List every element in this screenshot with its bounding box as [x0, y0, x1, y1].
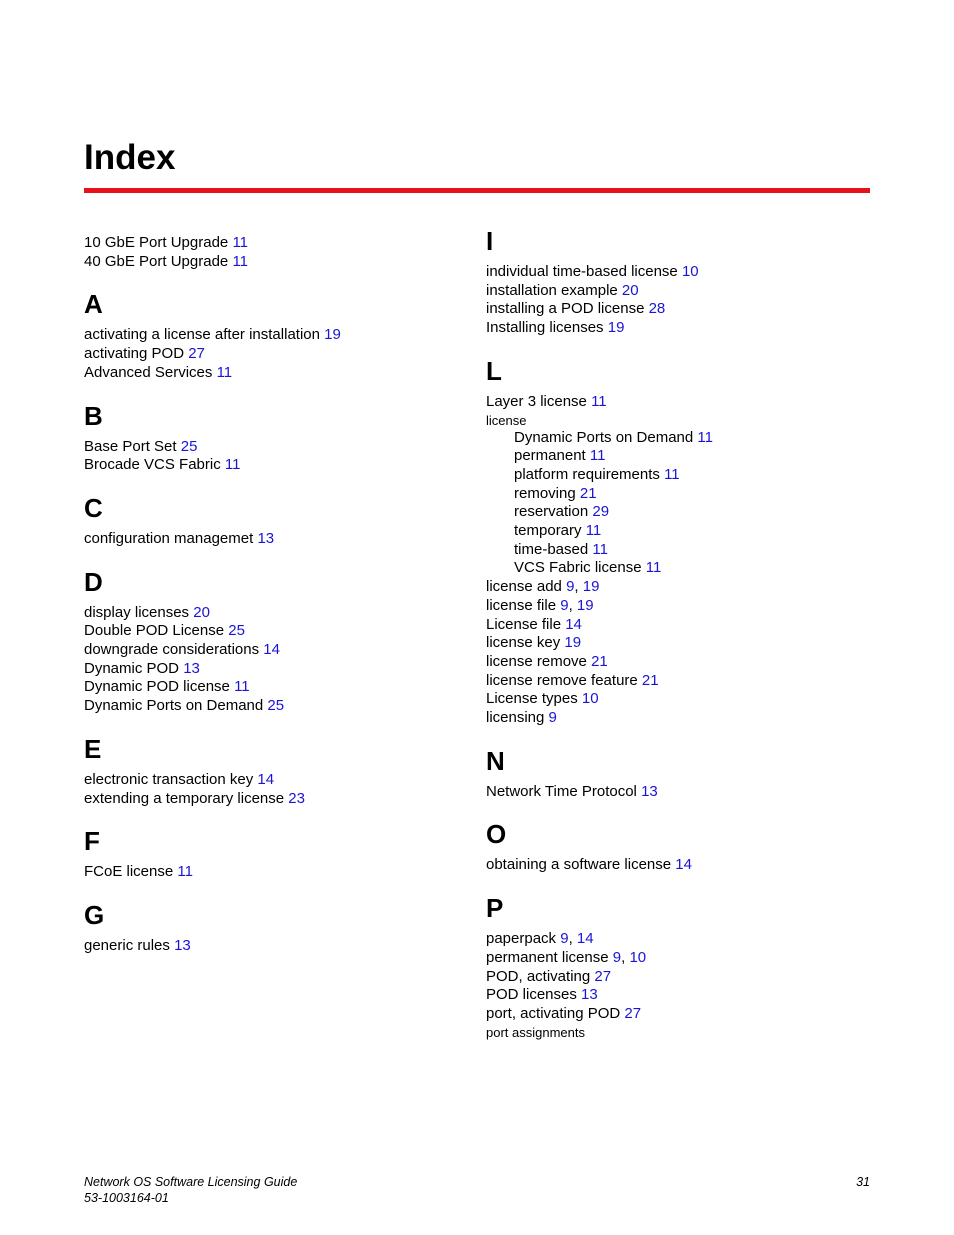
index-entry: license add 9, 19 — [486, 578, 600, 596]
index-entry — [486, 1005, 866, 1024]
index-entry-term: permanent — [514, 447, 586, 465]
index-letter-heading: L — [486, 355, 502, 386]
page-link[interactable]: 13 — [183, 659, 200, 677]
page-link[interactable]: 11 — [591, 392, 607, 410]
index-column-right — [486, 226, 866, 1041]
index-entry-term: Network Time Protocol — [486, 782, 637, 800]
index-entry-list — [84, 863, 464, 882]
index-entry — [486, 968, 866, 987]
index-section — [486, 226, 866, 338]
page-link[interactable]: 25 — [228, 622, 245, 640]
index-entry-term: configuration managemet — [84, 529, 254, 547]
index-entry-term: license file — [486, 596, 557, 614]
index-entry — [486, 616, 866, 635]
index-entry — [84, 641, 464, 660]
section-gap — [486, 801, 866, 819]
index-entry-term: permanent license — [486, 948, 609, 966]
page-link[interactable]: 11 — [234, 678, 250, 696]
page-title: Index — [84, 138, 176, 177]
section-gap — [84, 383, 464, 401]
index-entry — [84, 604, 464, 623]
page-link[interactable]: 11 — [177, 863, 193, 881]
page-link[interactable]: 9 — [566, 578, 575, 596]
section-gap — [84, 475, 464, 493]
index-entry-list — [84, 604, 464, 716]
index-letter-heading: B — [84, 400, 103, 431]
index-entry — [486, 856, 866, 875]
page-link[interactable]: 9 — [560, 930, 569, 948]
section-gap — [84, 549, 464, 567]
index-entry — [486, 653, 866, 672]
page-link[interactable]: 21 — [591, 652, 608, 670]
index-letter-heading: O — [486, 819, 507, 850]
section-gap — [84, 808, 464, 826]
section-gap — [486, 875, 866, 893]
index-entry — [486, 541, 866, 560]
page-link[interactable]: 11 — [232, 252, 249, 270]
page-link[interactable]: 13 — [641, 782, 658, 800]
index-entry-term: removing — [514, 484, 576, 502]
index-entry-list — [84, 326, 464, 382]
index-entry — [486, 466, 866, 485]
index-entry-term: Layer 3 license — [486, 392, 587, 410]
index-entry — [84, 678, 464, 697]
index-section — [486, 728, 866, 802]
index-entry — [84, 326, 464, 345]
page-link[interactable]: 9 — [548, 709, 557, 727]
index-entry-term: temporary — [514, 522, 582, 540]
index-entry-term: license remove feature — [486, 671, 638, 689]
index-entry-term: Dynamic POD license — [84, 678, 230, 696]
index-section — [486, 875, 866, 1041]
index-entry-term: license remove — [486, 652, 587, 670]
index-entry: license file 9, 19 — [486, 596, 594, 614]
section-gap — [84, 882, 464, 900]
page-link[interactable]: 14 — [576, 930, 594, 948]
section-gap — [486, 728, 866, 746]
index-entry-term: license add — [486, 578, 562, 596]
index-entry — [84, 345, 464, 364]
index-entry — [84, 790, 464, 809]
heading-gap — [84, 597, 464, 604]
index-entry — [486, 559, 866, 578]
index-section — [84, 271, 464, 382]
index-entry — [84, 660, 464, 679]
index-letter-heading: A — [84, 289, 103, 320]
page-link[interactable]: 11 — [697, 428, 713, 446]
heading-gap — [486, 923, 866, 930]
index-entry-term: POD licenses — [486, 986, 577, 1004]
index-entry-term: downgrade considerations — [84, 641, 260, 659]
index-entry-term: installation example — [486, 281, 618, 299]
index-entry — [486, 690, 866, 709]
index-entry-list — [84, 771, 464, 808]
title-rule — [84, 188, 870, 193]
index-entry-term: display licenses — [84, 603, 190, 621]
index-entry-list — [486, 930, 866, 1041]
page-link[interactable]: 14 — [565, 615, 582, 633]
index-entry-term: license — [486, 412, 527, 428]
index-entry — [84, 456, 464, 475]
index-entry — [486, 783, 866, 802]
index-entry — [486, 709, 866, 728]
index-entry-list — [486, 856, 866, 875]
index-entry — [486, 634, 866, 653]
page-footer — [84, 1175, 870, 1206]
index-entry — [84, 937, 464, 956]
index-entry-term: 40 GbE Port Upgrade — [84, 252, 229, 270]
index-entry — [84, 863, 464, 882]
index-entry-term: Installing licenses — [486, 319, 604, 337]
index-section — [84, 549, 464, 716]
page-link[interactable]: 20 — [193, 603, 210, 621]
page-link[interactable]: 19 — [576, 596, 594, 614]
page-link[interactable]: 27 — [624, 1004, 642, 1022]
index-letter-heading: G — [84, 899, 105, 930]
index-letter-heading: E — [84, 733, 102, 764]
heading-gap — [486, 849, 866, 856]
index-entry — [84, 364, 464, 383]
index-section — [486, 801, 866, 875]
page-link[interactable]: 11 — [585, 522, 602, 540]
index-entry-term: License file — [486, 615, 562, 633]
index-entry-term: license key — [486, 634, 561, 652]
index-entry — [486, 503, 866, 522]
page-link[interactable]: 28 — [648, 300, 666, 318]
page-link[interactable]: 23 — [288, 789, 305, 807]
index-entry-list — [84, 530, 464, 549]
index-entry-term: paperpack — [486, 930, 557, 948]
index-entry-term: generic rules — [84, 936, 170, 954]
heading-gap — [84, 319, 464, 326]
index-entry — [84, 530, 464, 549]
index-entry — [486, 282, 866, 301]
index-entry: permanent license 9, 10 — [486, 948, 647, 966]
index-entry-term: reservation — [514, 503, 589, 521]
page-link[interactable]: 11 — [224, 456, 241, 474]
page-link[interactable]: 14 — [675, 856, 692, 874]
heading-gap — [486, 386, 866, 393]
section-gap — [486, 338, 866, 356]
index-entry — [486, 429, 866, 448]
index-entry-term: POD, activating — [486, 967, 591, 985]
index-entry — [486, 412, 866, 429]
index-section — [84, 383, 464, 475]
index-letter-heading: C — [84, 492, 103, 523]
index-entry — [486, 393, 866, 412]
page-link[interactable]: 25 — [180, 437, 198, 455]
index-entry-list — [84, 438, 464, 475]
page-link[interactable]: 10 — [681, 263, 699, 280]
index-entry-term: port, activating POD — [486, 1004, 621, 1022]
index-letter-heading: I — [486, 226, 494, 256]
page-link[interactable]: 11 — [592, 540, 608, 558]
index-entry — [486, 485, 866, 504]
page-link[interactable]: 27 — [594, 967, 612, 985]
footer-page-number: 31 — [856, 1175, 870, 1189]
section-gap — [84, 271, 464, 289]
page-link[interactable]: 13 — [581, 986, 598, 1004]
index-entry-term: License types — [486, 690, 578, 708]
index-section — [84, 234, 464, 271]
index-entry-term: Double POD License — [84, 622, 225, 640]
page-link[interactable]: 21 — [641, 671, 659, 689]
index-entry — [486, 300, 866, 319]
index-entry — [486, 522, 866, 541]
page-link[interactable]: 29 — [592, 503, 610, 521]
index-entry — [84, 438, 464, 457]
index-section — [84, 808, 464, 882]
index-entry-term: electronic transaction key — [84, 770, 254, 788]
index-entry-list — [486, 393, 866, 728]
index-entry-term: FCoE license — [84, 863, 174, 881]
footer-doc-title: Network OS Software Licensing Guide — [84, 1175, 298, 1189]
index-letter-heading: P — [486, 893, 504, 924]
index-section — [486, 338, 866, 728]
index-entry-list — [84, 937, 464, 956]
index-entry — [486, 447, 866, 466]
index-entry: paperpack 9, 14 — [486, 930, 594, 948]
index-entry-term: installing a POD license — [486, 300, 645, 318]
page-link[interactable]: 11 — [232, 234, 249, 251]
index-entry-term: Dynamic POD — [84, 659, 180, 677]
page-link[interactable]: 14 — [263, 641, 280, 659]
index-entry — [84, 253, 464, 272]
index-entry-list — [486, 783, 866, 802]
index-entry — [84, 771, 464, 790]
index-entry-term: Advanced Services — [84, 363, 213, 381]
index-entry-term: licensing — [486, 709, 545, 727]
page-link[interactable]: 13 — [174, 936, 191, 954]
index-section — [84, 882, 464, 956]
index-letter-heading: F — [84, 826, 100, 857]
index-entry-list — [84, 234, 464, 271]
index-entry-term: VCS Fabric license — [514, 559, 642, 577]
page-link[interactable]: 9 — [560, 596, 569, 614]
index-column-left — [84, 234, 464, 956]
page-link[interactable]: 21 — [579, 484, 597, 502]
index-entry-term: extending a temporary license — [84, 789, 285, 807]
index-entry-term: obtaining a software license — [486, 856, 672, 874]
index-entry-term: 10 GbE Port Upgrade — [84, 234, 229, 251]
page-link[interactable]: 19 — [564, 634, 582, 652]
index-section — [84, 475, 464, 549]
page-link[interactable]: 10 — [581, 690, 599, 708]
index-entry — [486, 672, 866, 691]
index-entry — [486, 319, 866, 338]
index-entry — [84, 622, 464, 641]
index-entry-term: activating POD — [84, 345, 185, 363]
index-entry-term: time-based — [514, 540, 589, 558]
section-gap — [84, 716, 464, 734]
index-entry-term: individual time-based license — [486, 263, 678, 280]
index-entry-term: Base Port Set — [84, 437, 177, 455]
index-entry — [486, 1024, 866, 1041]
index-section — [84, 716, 464, 808]
heading-gap — [84, 856, 464, 863]
page-link[interactable]: 13 — [257, 529, 275, 547]
heading-gap — [486, 256, 866, 263]
heading-gap — [84, 930, 464, 937]
page-link[interactable]: 11 — [645, 559, 662, 577]
index-entry-term: Dynamic Ports on Demand — [514, 428, 694, 446]
index-entry — [486, 263, 866, 282]
index-entry-term: activating a license after installation — [84, 326, 320, 344]
index-entry — [84, 234, 464, 253]
page-link[interactable]: 9 — [612, 948, 622, 966]
page-link[interactable]: 14 — [257, 770, 275, 788]
index-letter-heading: D — [84, 566, 103, 597]
index-entry-term: platform requirements — [514, 465, 660, 483]
index-entry-term: Dynamic Ports on Demand — [84, 697, 264, 715]
page-link[interactable]: 10 — [629, 948, 647, 966]
index-entry-list — [486, 263, 866, 338]
heading-gap — [84, 431, 464, 438]
page-link[interactable]: 11 — [589, 447, 606, 465]
page-link[interactable]: 11 — [216, 363, 233, 381]
page-link[interactable]: 27 — [188, 345, 205, 363]
heading-gap — [486, 776, 866, 783]
page-link[interactable]: 25 — [267, 697, 285, 715]
page-link[interactable]: 19 — [324, 326, 341, 344]
heading-gap — [84, 764, 464, 771]
index-entry-term: Brocade VCS Fabric — [84, 456, 221, 474]
index-entry — [84, 697, 464, 716]
page-link[interactable]: 20 — [621, 281, 639, 299]
page-link[interactable]: 19 — [582, 578, 600, 596]
index-entry — [486, 986, 866, 1005]
page-link[interactable]: 11 — [664, 465, 680, 483]
heading-gap — [84, 523, 464, 530]
footer-doc-number: 53-1003164-01 — [84, 1190, 169, 1205]
index-entry-term: port assignments — [486, 1024, 585, 1040]
page-link[interactable]: 19 — [607, 319, 625, 337]
index-letter-heading: N — [486, 745, 505, 776]
